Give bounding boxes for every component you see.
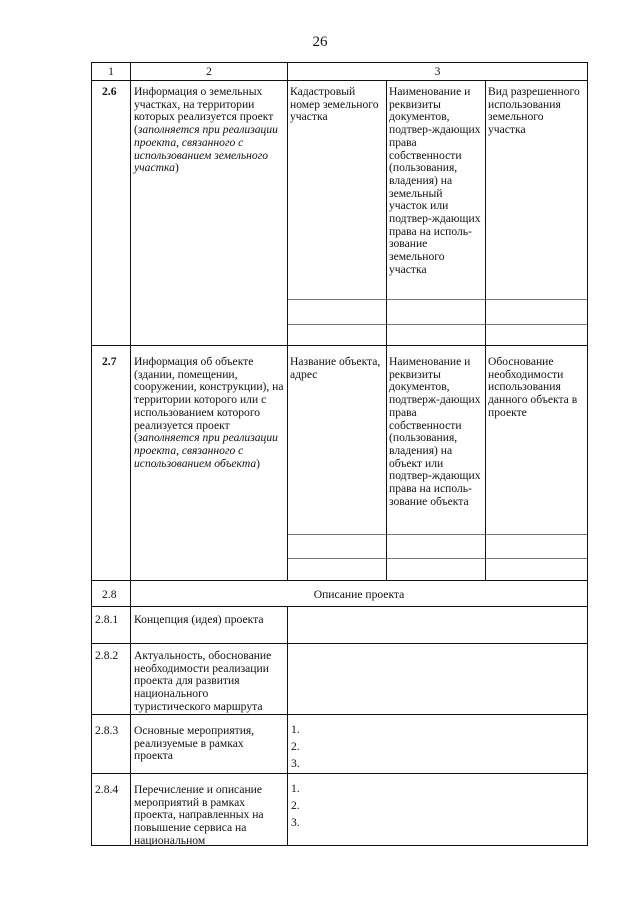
column-3b-line — [485, 80, 486, 581]
row-2-6-number: 2.6 — [102, 85, 117, 98]
row-2-6-title-text: Информация о земельных участках, на территории которых реализуется проект ( — [134, 85, 274, 137]
row-2-6-bottom-line — [91, 345, 588, 346]
table-border-left — [91, 62, 92, 846]
column-3a-line — [386, 80, 387, 581]
list-item: 2. — [291, 740, 300, 753]
row-2-8-2-number: 2.8.2 — [95, 649, 119, 662]
row-2-7-title-text: Информация об объекте (здании, помещении, сооружении, конструкции), на территории которого или с использованием которого реализуется проект ( — [134, 355, 284, 445]
row-2-7-subline-a — [288, 534, 588, 535]
column-2-line-top — [287, 62, 288, 581]
row-2-8-4-list — [291, 780, 300, 831]
list-item: 3. — [291, 757, 300, 770]
list-item: 1. — [291, 723, 300, 736]
list-item: 3. — [291, 816, 300, 829]
header-col-2: 2 — [206, 65, 212, 78]
table-border-right — [587, 62, 588, 846]
column-2-line-bottom — [287, 606, 288, 846]
row-2-8-3-number: 2.8.3 — [95, 724, 119, 737]
row-2-6-cadastral-number: Кадастровый номер земельного участка — [290, 85, 379, 124]
row-2-8-bottom-line — [91, 606, 588, 607]
row-2-7-justification: Обоснование необходимости использования данного объекта в проекте — [488, 355, 578, 419]
row-2-6-documents: Наименование и реквизиты документов, подтвер-ждающих права собственности (пользования, владения) на земельный участок или подтвер-ждающих права на исполь-зование земельного участка — [389, 85, 481, 276]
row-2-8-3-title: Основные мероприятия, реализуемые в рамках проекта — [134, 724, 255, 763]
row-2-7-subline-b — [288, 558, 588, 559]
row-2-7-bottom-line — [91, 580, 588, 581]
row-2-7-title-note: заполняется при реализации проекта, связанного с использованием объекта — [134, 431, 278, 470]
row-2-6-title-note: заполняется при реализации проекта, связанного с использованием земельного участка — [134, 123, 278, 175]
list-item: 2. — [291, 799, 300, 812]
row-2-8-1-title: Концепция (идея) проекта — [134, 613, 264, 626]
header-col-3: 3 — [434, 65, 441, 78]
row-2-8-title: Описание проекта — [313, 588, 405, 601]
row-2-8-2-bottom-line — [91, 714, 588, 715]
row-2-7-object-name: Название объекта, адрес — [290, 355, 381, 381]
row-2-8-3-list — [291, 721, 300, 772]
row-2-7-title-close: ) — [256, 456, 261, 470]
row-2-8-4-title: Перечисление и описание мероприятий в рамках проекта, направленных на повышение сервиса на национальном — [134, 783, 264, 847]
header-col-1: 1 — [108, 65, 114, 78]
list-item: 1. — [291, 782, 300, 795]
row-2-8-number: 2.8 — [102, 588, 117, 601]
row-2-7-documents: Наименование и реквизиты документов, подтверж-дающих права собственности (пользования, владения) на объект или подтвер-ждающих права на исполь-зование объекта — [389, 355, 481, 508]
row-2-8-3-bottom-line — [91, 773, 588, 774]
number-column-line — [130, 62, 131, 846]
row-2-6-subline-a — [288, 299, 588, 300]
page-number: 26 — [312, 34, 328, 50]
row-2-8-4-number: 2.8.4 — [95, 783, 119, 796]
row-2-6-permitted-use: Вид разрешенного использования земельного участка — [488, 85, 580, 137]
row-2-7-title — [134, 356, 286, 470]
row-2-6-subline-b — [288, 324, 588, 325]
row-2-8-1-bottom-line — [91, 643, 588, 644]
table-border-top — [91, 62, 588, 63]
row-2-6-title-close: ) — [174, 161, 179, 175]
row-2-6-title — [134, 86, 284, 175]
row-2-8-1-number: 2.8.1 — [95, 613, 119, 626]
header-bottom-line — [91, 80, 588, 81]
row-2-8-2-title: Актуальность, обоснование необходимости реализации проекта для развития национального туристического маршрута — [134, 649, 272, 713]
row-2-7-number: 2.7 — [102, 355, 117, 368]
